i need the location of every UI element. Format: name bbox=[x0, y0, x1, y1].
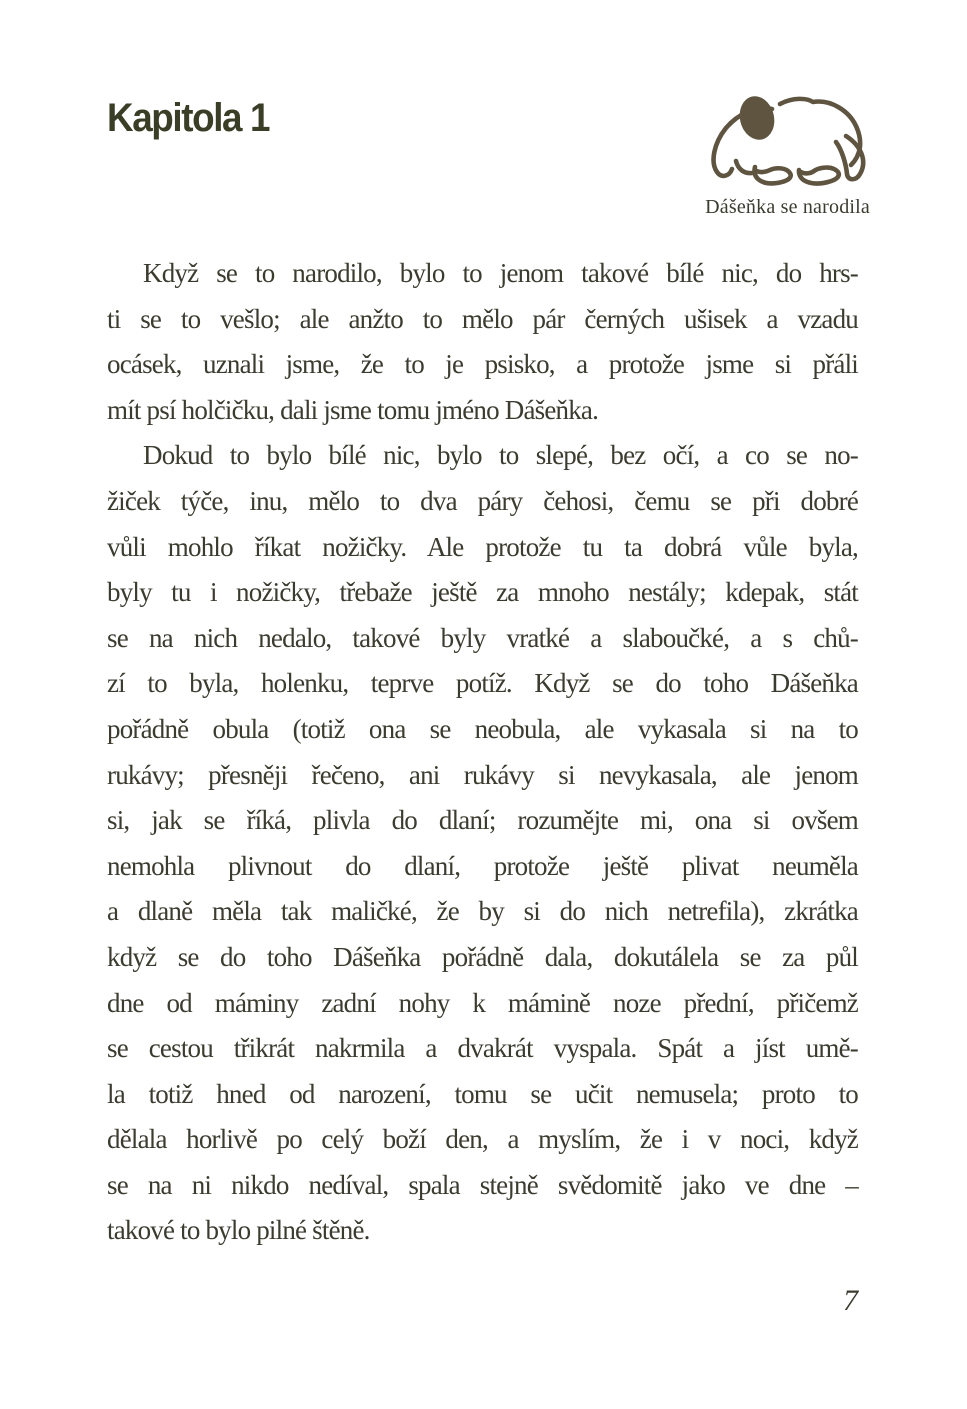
text-line: dělala horlivě po celý boží den, a myslím, že i v noci, když bbox=[107, 1124, 858, 1155]
text-line: se na nich nedalo, takové byly vratké a slaboučké, a s chů- bbox=[107, 622, 858, 653]
text-line: zí to byla, holenku, teprve potíž. Když se do toho Dášeňka bbox=[107, 668, 858, 699]
text-line: se cestou třikrát nakrmila a dvakrát vyspala. Spát a jíst umě- bbox=[107, 1033, 858, 1064]
text-line: si, jak se říká, plivla do dlaní; rozumějte mi, ona si ovšem bbox=[107, 805, 858, 836]
text-line: la totiž hned od narození, tomu se učit nemusela; proto to bbox=[107, 1078, 858, 1109]
text-line: dne od máminy zadní nohy k mámině noze přední, přičemž bbox=[107, 987, 858, 1018]
text-line: nemohla plivnout do dlaní, protože ještě plivat neuměla bbox=[107, 850, 858, 881]
body-text bbox=[107, 251, 858, 1254]
text-line: pořádně obula (totiž ona se neobula, ale vykasala si na to bbox=[107, 713, 858, 744]
text-line: rukávy; přesněji řečeno, ani rukávy si nevykasala, ale jenom bbox=[107, 759, 858, 790]
text-line: Když se to narodilo, bylo to jenom takové bílé nic, do hrs- bbox=[143, 258, 858, 288]
sleeping-puppy-illustration bbox=[700, 88, 880, 193]
puppy-drawing-icon bbox=[700, 88, 880, 193]
page-number: 7 bbox=[843, 1284, 858, 1317]
text-line: Dokud to bylo bílé nic, bylo to slepé, bez očí, a co se no- bbox=[143, 440, 858, 471]
text-line: takové to bylo pilné štěně. bbox=[107, 1215, 370, 1246]
text-line: ocásek, uznali jsme, že to je psisko, a protože jsme si přáli bbox=[107, 349, 858, 380]
text-line: a dlaně měla tak maličké, že by si do nich netrefila), zkrátka bbox=[107, 896, 858, 927]
text-line: žiček týče, inu, mělo to dva páry čehosi, čemu se při dobré bbox=[107, 485, 858, 516]
text-line: vůli mohlo říkat nožičky. Ale protože tu ta dobrá vůle byla, bbox=[107, 531, 858, 562]
text-line: byly tu i nožičky, třebaže ještě za mnoho nestály; kdepak, stát bbox=[107, 577, 858, 608]
text-line: mít psí holčičku, dali jsme tomu jméno Dášeňka. bbox=[107, 394, 599, 425]
chapter-title: Kapitola 1 bbox=[107, 96, 270, 140]
text-line: se na ni nikdo nedíval, spala stejně svědomitě jako ve dne – bbox=[107, 1169, 858, 1200]
illustration-caption: Dášeňka se narodila bbox=[705, 196, 870, 218]
text-line: když se do toho Dášeňka pořádně dala, dokutálela se za půl bbox=[107, 941, 858, 972]
text-line: ti se to vešlo; ale anžto to mělo pár černých ušisek a vzadu bbox=[107, 303, 858, 334]
